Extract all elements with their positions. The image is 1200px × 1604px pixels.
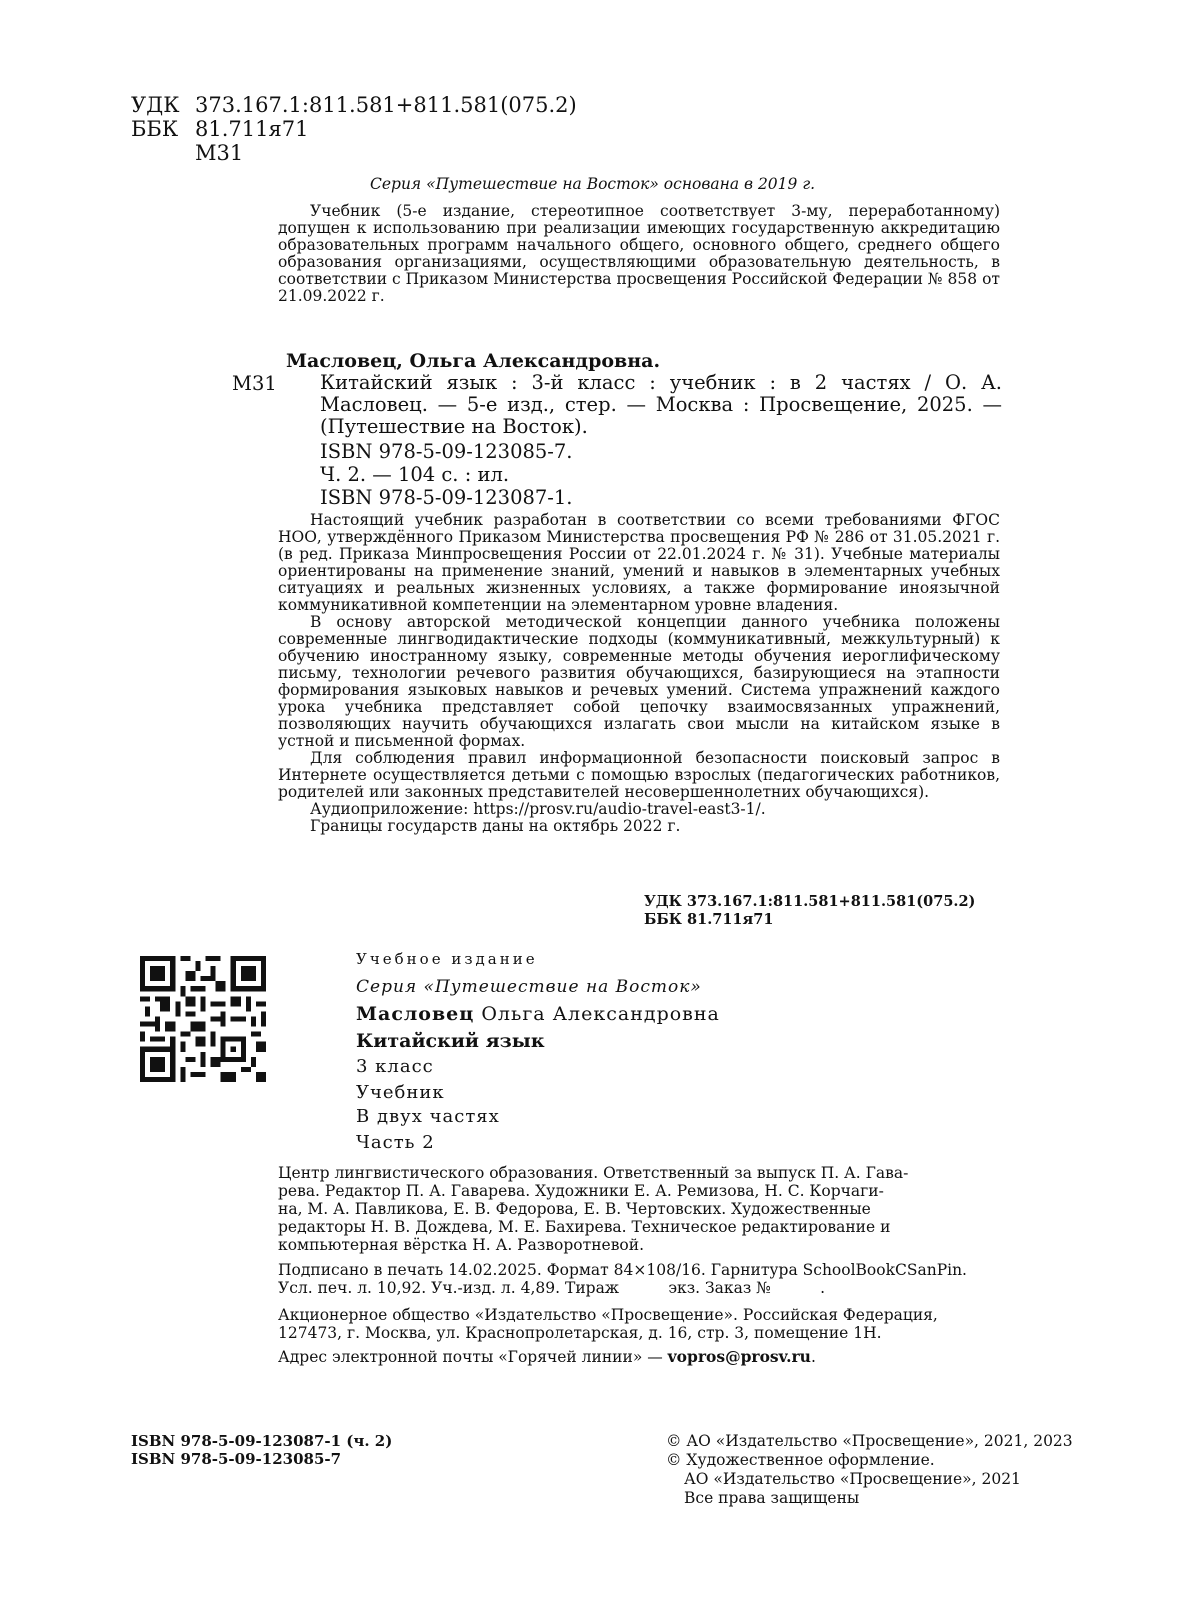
copyright-line: Все права защищены	[684, 1489, 860, 1507]
print-info	[278, 1261, 967, 1297]
biblio-isbn-set: ISBN 978-5-09-123085-7.	[320, 440, 573, 463]
credits-line: Центр лингвистического образования. Ответственный за выпуск П. А. Гава-	[278, 1164, 909, 1182]
udk-header	[131, 93, 577, 165]
copyright	[666, 1432, 1073, 1508]
biblio-entry: Китайский язык : 3-й класс : учебник : в 2 частях / О. А. Масловец. — 5-е изд., стер. — Москва : Просвещение, 2025. — (Путешествие на Восток).	[320, 371, 1002, 438]
isbn-bottom	[131, 1432, 392, 1468]
credits-line: рева. Редактор П. А. Гаварева. Художники Е. А. Ремизова, Н. С. Корчаги-	[278, 1182, 884, 1200]
publisher-line: Акционерное общество «Издательство «Просвещение». Российская Федерация,	[278, 1306, 938, 1324]
publisher-line: 127473, г. Москва, ул. Краснопролетарская, д. 16, стр. 3, помещение 1Н.	[278, 1324, 882, 1342]
edition-parts: В двух частях	[356, 1106, 500, 1127]
approval-paragraph: Учебник (5-е издание, стереотипное соответствует 3-му, переработанному) допущен к использованию при реализации имеющих государственную аккредитацию образовательных программ начального общего, основного общего, среднего общего образования организациями, осуществляющими образовательную деятельность, в соответствии с Приказом Министерства просвещения Российской Федерации № 858 от 21.09.2022 г.	[278, 202, 1000, 305]
approval-text	[278, 203, 1000, 305]
biblio-code: М31	[232, 372, 277, 395]
udk-footer-line: УДК 373.167.1:811.581+811.581(075.2)	[644, 893, 976, 910]
copyright-line: АО «Издательство «Просвещение», 2021	[684, 1470, 1021, 1488]
udk-key: УДК	[131, 93, 180, 117]
author-mark-value: М31	[195, 141, 244, 165]
annotation-paragraph: Настоящий учебник разработан в соответствии со всеми требованиями ФГОС НОО, утверждённого Приказом Министерства просвещения РФ № 286 от 31.05.2021 г. (в ред. Приказа Минпросвещения России от 22.01.2024 г. № 31). Учебные материалы ориентированы на применение знаний, умений и навыков в элементарных учебных ситуациях и реальных жизненных условиях, а также формирование иноязычной коммуникативной компетенции на элементарном уровне владения.	[278, 511, 1000, 614]
print-info-line: Подписано в печать 14.02.2025. Формат 84×108/16. Гарнитура SchoolBookCSanPin.	[278, 1261, 967, 1279]
qr-code-icon[interactable]	[140, 956, 266, 1082]
credits-line: компьютерная вёрстка Н. А. Разворотневой.	[278, 1236, 645, 1254]
print-info-line: Усл. печ. л. 10,92. Уч.-изд. л. 4,89. Тираж экз. Заказ № .	[278, 1279, 826, 1297]
hotline	[278, 1348, 816, 1366]
edition-kind: Учебник	[356, 1082, 445, 1103]
edition-part: Часть 2	[356, 1132, 435, 1153]
copyright-line: © АО «Издательство «Просвещение», 2021, 2023	[666, 1432, 1073, 1450]
hotline-email-link[interactable]: vopros@prosv.ru	[667, 1347, 811, 1366]
biblio-author: Масловец, Ольга Александровна.	[286, 350, 661, 372]
annotation-paragraph: В основу авторской методической концепции данного учебника положены современные лингводидактические подходы (коммуникативный, межкультурный) к обучению иностранному языку, современные методы обучения иероглифическому письму, технологии речевого развития обучающихся, базирующиеся на этапности формирования языковых навыков и речевых умений. Система упражнений каждого урока учебника представляет собой цепочку взаимосвязанных упражнений, позволяющих научить обучающихся излагать свои мысли на китайском языке в устной и письменной формах.	[278, 613, 1000, 750]
credits-line: редакторы Н. В. Дождева, М. Е. Бахирева. Техническое редактирование и	[278, 1218, 891, 1236]
bbk-footer-line: ББК 81.711я71	[644, 911, 774, 928]
credits	[278, 1164, 908, 1254]
annotation-paragraph: Для соблюдения правил информационной безопасности поисковый запрос в Интернете осуществляется детьми с помощью взрослых (педагогических работников, родителей или законных представителей несовершеннолетних обучающихся).	[278, 749, 1000, 801]
credits-line: на, М. А. Павликова, Е. В. Федорова, Е. В. Чертовских. Художественные	[278, 1200, 871, 1218]
audio-link[interactable]: Аудиоприложение: https://prosv.ru/audio-travel-east3-1/.	[310, 800, 766, 818]
udk-footer	[644, 893, 975, 929]
udk-row	[131, 93, 577, 117]
edition-title: Китайский язык	[356, 1030, 545, 1052]
edition-author-surname: Масловец	[356, 1003, 475, 1025]
edition-grade: 3 класс	[356, 1056, 434, 1077]
bbk-value: 81.711я71	[195, 117, 309, 141]
copyright-line: © Художественное оформление.	[666, 1451, 935, 1469]
hotline-label: Адрес электронной почты «Горячей линии» —	[278, 1348, 668, 1366]
udk-value: 373.167.1:811.581+811.581(075.2)	[195, 93, 577, 117]
isbn-line: ISBN 978-5-09-123085-7	[131, 1450, 342, 1468]
publisher	[278, 1306, 938, 1342]
biblio-isbn-part: ISBN 978-5-09-123087-1.	[320, 486, 573, 509]
bbk-row	[131, 117, 577, 141]
edition-series: Серия «Путешествие на Восток»	[356, 977, 702, 997]
series-note: Серия «Путешествие на Восток» основана в 2019 г.	[370, 175, 816, 193]
author-mark-row	[131, 141, 577, 165]
annotation-paragraph: Границы государств даны на октябрь 2022 г.	[310, 817, 681, 835]
edition-type: Учебное издание	[356, 950, 538, 968]
isbn-line: ISBN 978-5-09-123087-1 (ч. 2)	[131, 1432, 393, 1450]
edition-author-name: Ольга Александровна	[481, 1003, 720, 1025]
annotation	[278, 512, 1000, 835]
biblio-part: Ч. 2. — 104 с. : ил.	[320, 463, 510, 486]
edition-author	[356, 1003, 720, 1025]
hotline-end: .	[810, 1348, 816, 1366]
bbk-key: ББК	[131, 117, 179, 141]
